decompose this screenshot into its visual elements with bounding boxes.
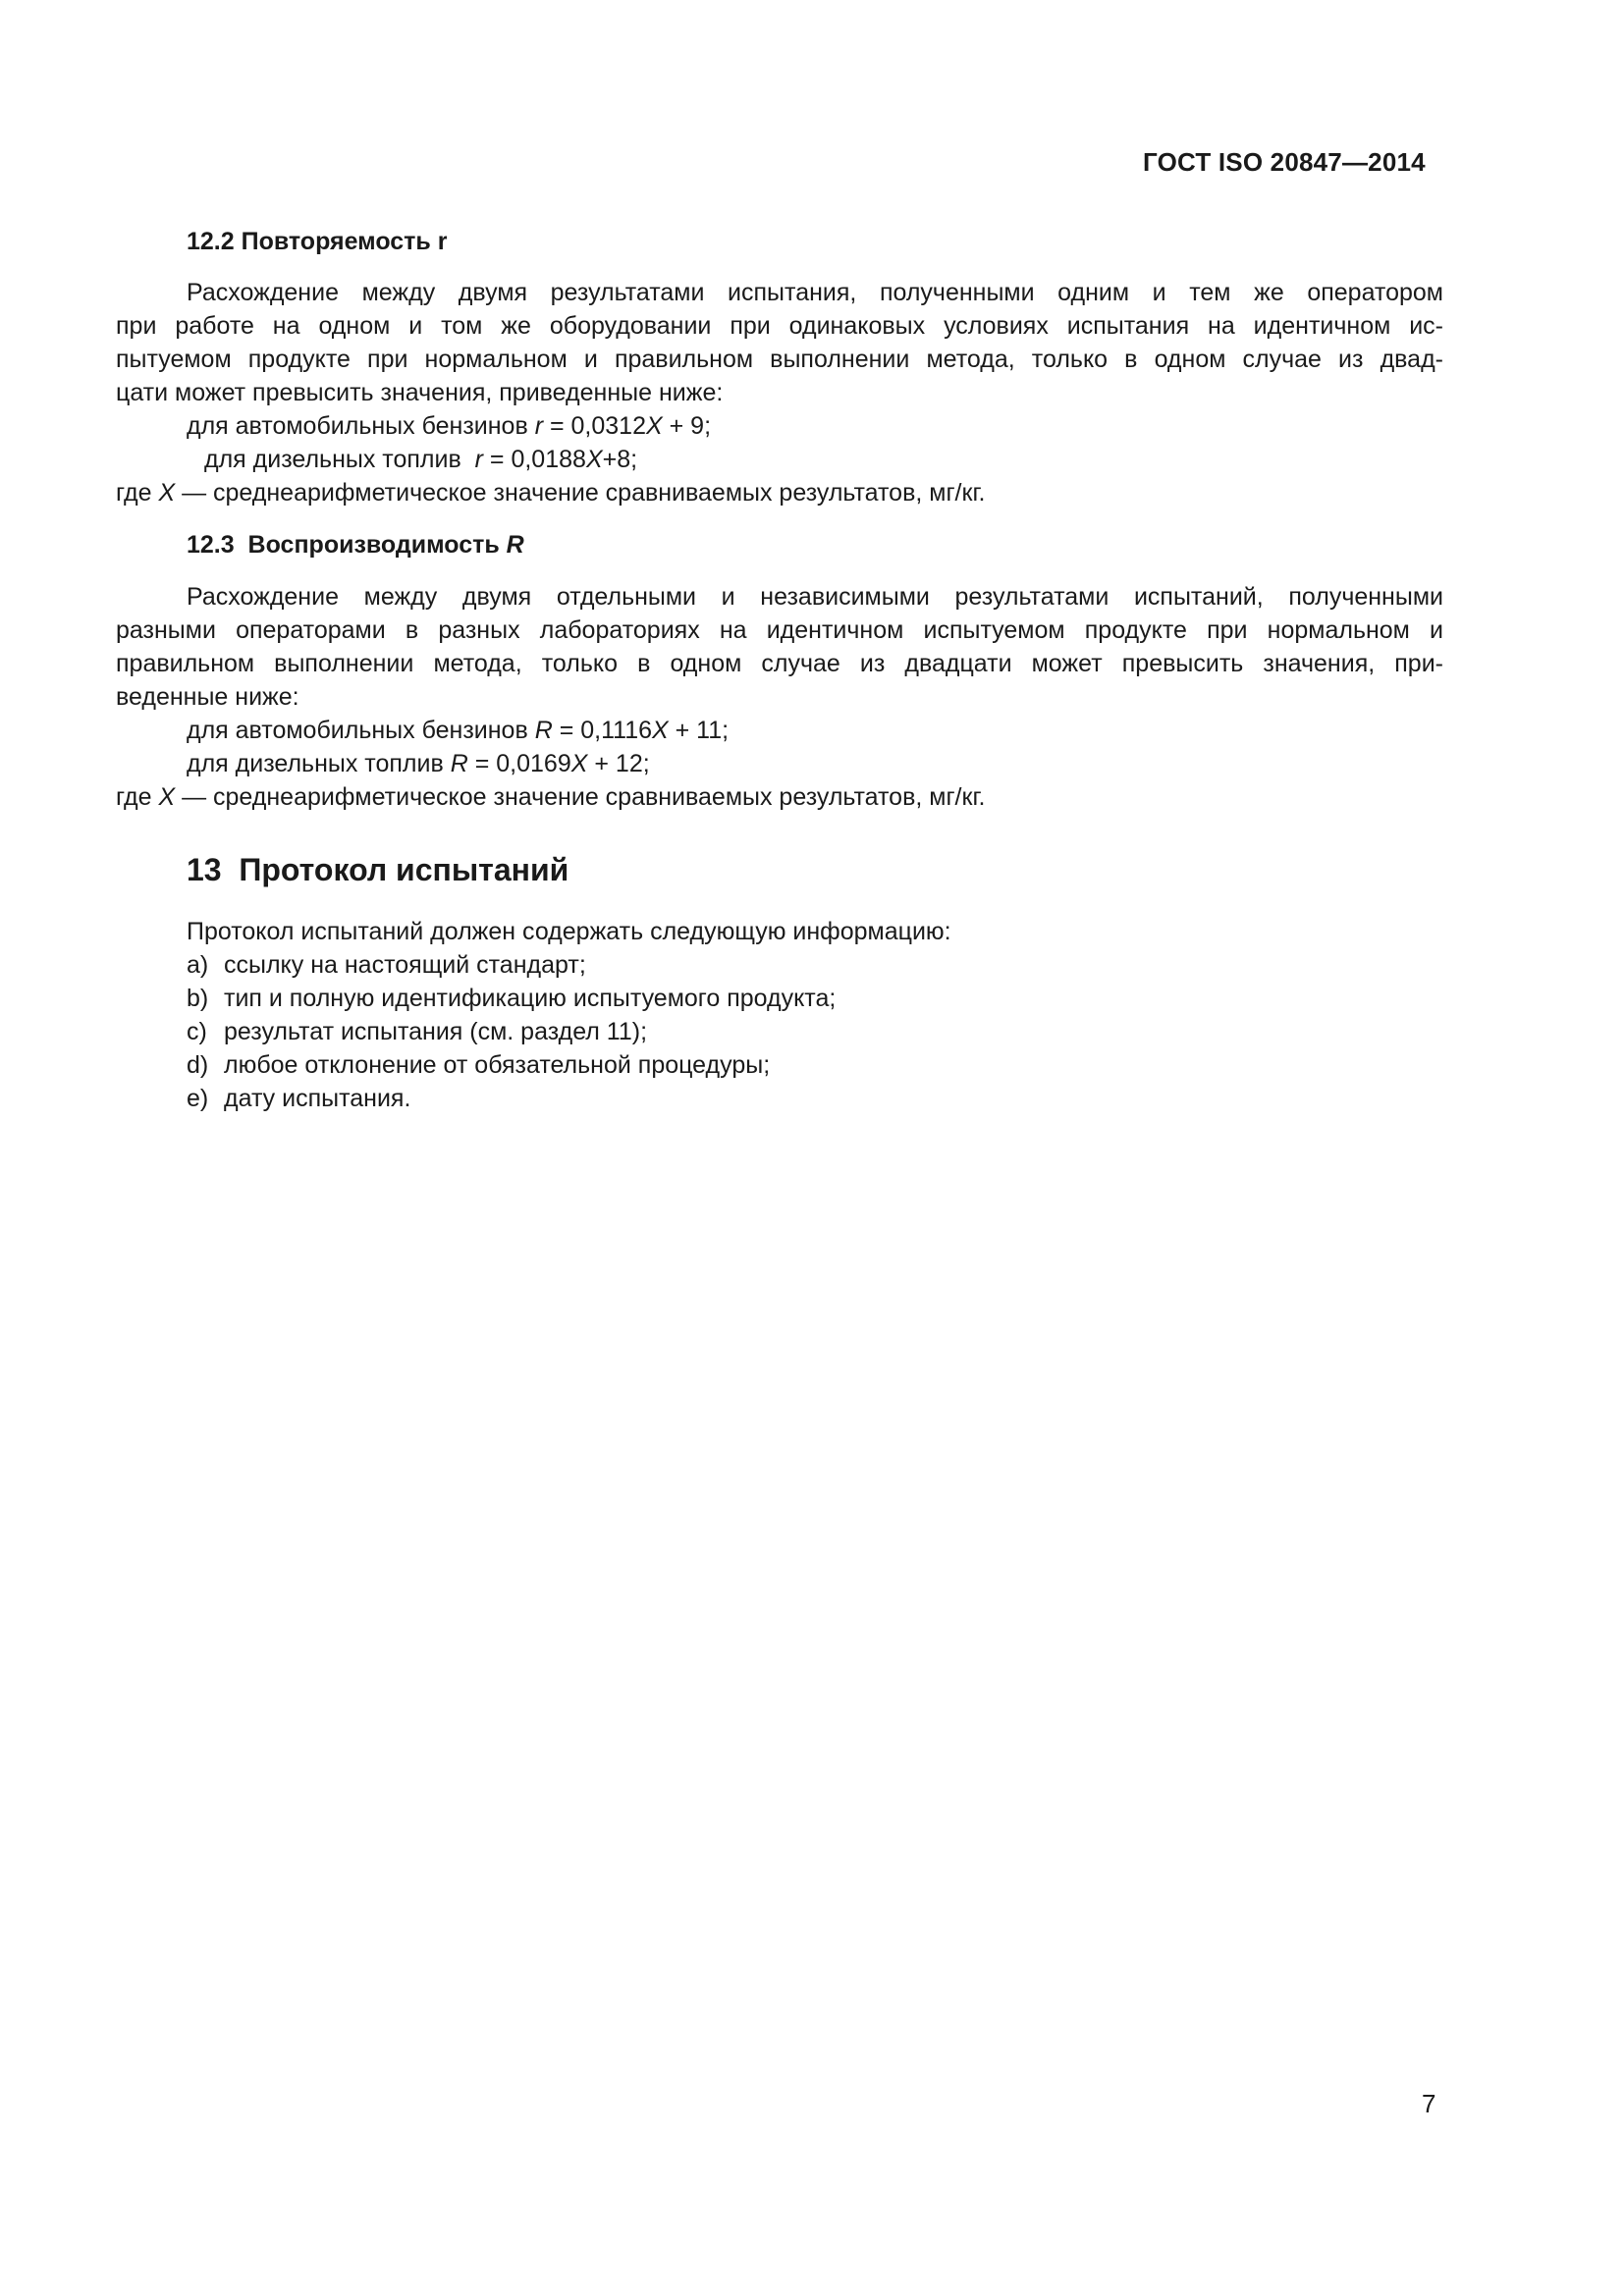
s12-2-formula-diesel: для дизельных топлив r = 0,0188X+8; xyxy=(204,446,638,473)
s12-2-where-line: где X — среднеарифметическое значение сравниваемых результатов, мг/кг. xyxy=(116,479,986,507)
list-item-text: дату испытания. xyxy=(224,1085,411,1112)
list-item-label: b) xyxy=(187,985,209,1012)
section-13-title: 13 Протокол испытаний xyxy=(187,852,569,887)
document-id: ГОСТ ISO 20847—2014 xyxy=(1143,147,1426,177)
section-12-2-title: 12.2 Повторяемость r xyxy=(187,228,448,255)
s12-3-para-line-2: разными операторами в разных лабораториях на идентичном испытуемом продукте при нормальном и xyxy=(116,616,1443,644)
list-item xyxy=(187,982,836,1015)
list-item-label: c) xyxy=(187,1018,207,1045)
list-item-label: e) xyxy=(187,1085,209,1112)
list-item-label: d) xyxy=(187,1051,209,1079)
s12-3-formula-gasoline: для автомобильных бензинов R = 0,1116X + 11; xyxy=(187,717,730,744)
s12-2-formula-gasoline: для автомобильных бензинов r = 0,0312X + 9; xyxy=(187,412,712,440)
s12-3-para-line-4: веденные ниже: xyxy=(116,683,299,711)
s12-3-para-line-1: Расхождение между двумя отдельными и независимыми результатами испытаний, полученными xyxy=(187,583,1443,611)
list-item-text: тип и полную идентификацию испытуемого продукта; xyxy=(224,985,837,1012)
list-item-label: a) xyxy=(187,951,209,979)
list-item xyxy=(187,1082,410,1115)
list-item-text: результат испытания (см. раздел 11); xyxy=(224,1018,648,1045)
section-12-3-title: 12.3 Воспроизводимость R xyxy=(187,531,524,559)
list-item-text: любое отклонение от обязательной процедуры; xyxy=(224,1051,771,1079)
list-item-text: ссылку на настоящий стандарт; xyxy=(224,951,586,979)
list-item xyxy=(187,1048,770,1082)
s12-3-formula-diesel: для дизельных топлив R = 0,0169X + 12; xyxy=(187,750,650,777)
list-item xyxy=(187,948,586,982)
s12-3-para-line-3: правильном выполнении метода, только в одном случае из двадцати может превысить значения, при- xyxy=(116,650,1443,677)
s12-2-para-line-2: при работе на одном и том же оборудовании при одинаковых условиях испытания на идентичном ис- xyxy=(116,312,1443,340)
page-number: 7 xyxy=(1422,2089,1436,2118)
list-item xyxy=(187,1015,647,1048)
s12-2-para-line-3: пытуемом продукте при нормальном и правильном выполнении метода, только в одном случае из двад- xyxy=(116,346,1443,373)
s12-2-para-line-1: Расхождение между двумя результатами испытания, полученными одним и тем же оператором xyxy=(187,279,1443,306)
s12-3-where-line: где X — среднеарифметическое значение сравниваемых результатов, мг/кг. xyxy=(116,783,986,811)
s13-intro: Протокол испытаний должен содержать следующую информацию: xyxy=(187,918,951,945)
s12-2-para-line-4: цати может превысить значения, приведенные ниже: xyxy=(116,379,724,406)
